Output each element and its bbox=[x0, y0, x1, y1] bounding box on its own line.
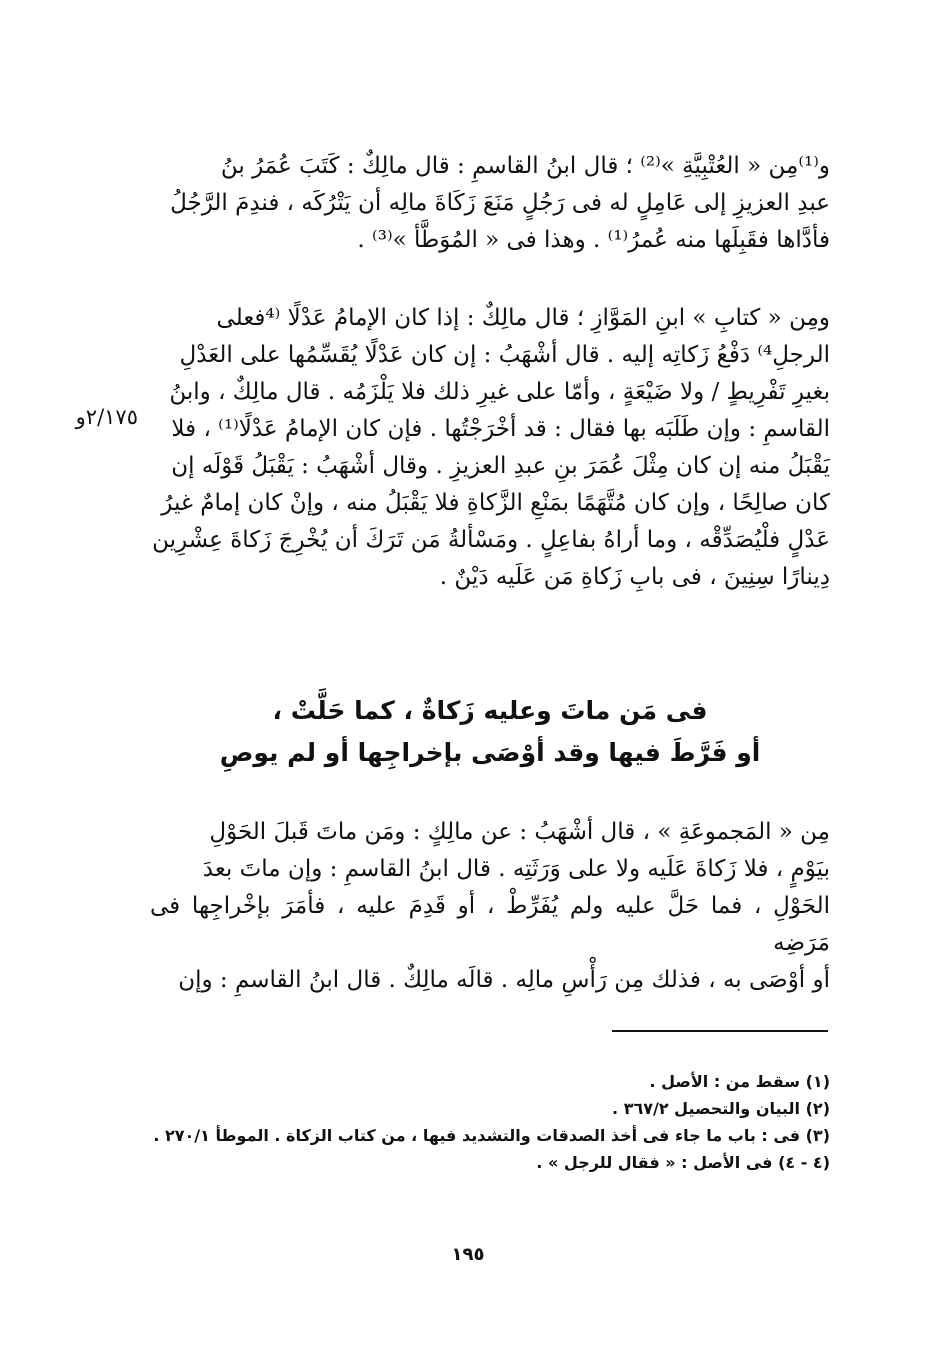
paragraph-3-line-2: بيَوْمٍ ، فلا زَكاةَ عَلَيه ولا على وَرَثَتِه . قال ابنُ القاسمِ : وإن ماتَ بعدَ bbox=[202, 856, 830, 882]
paragraph-1 bbox=[150, 148, 830, 259]
footnote-divider bbox=[612, 1030, 828, 1032]
footnotes bbox=[150, 1068, 830, 1176]
paragraph-2-line-4: القاسمِ : وإن طَلَبَه بها فقال : قد أخْرَجْتُها . فإن كان الإمامُ عَدْلًا⁽¹⁾ ، فلا bbox=[171, 416, 830, 442]
paragraph-2-line-8: دِينارًا سِنِينَ ، فى بابِ زَكاةِ مَن عَلَيه دَيْنٌ . bbox=[439, 564, 830, 590]
footnote-3: (٣) فى : باب ما جاء فى أخذ الصدقات والتشديد فيها ، من كتاب الزكاة . الموطأ ٢٧٠/١ . bbox=[153, 1126, 830, 1145]
paragraph-2-line-5: يَقْبَلُ منه إن كان مِثْلَ عُمَرَ بنِ عبدِ العزيزِ . وقال أشْهَبُ : يَقْبَلُ قَوْلَه إن bbox=[171, 453, 830, 479]
paragraph-3 bbox=[150, 814, 830, 999]
page-number: ١٩٥ bbox=[451, 1244, 485, 1265]
paragraph-1-line-2: عبدِ العزيزِ إلى عَامِلٍ له فى رَجُلٍ مَنَعَ زَكَاةَ مالِه أن يَتْرُكَه ، فندِمَ الرَّجُلُ bbox=[170, 190, 830, 216]
paragraph-1-line-1: و⁽¹⁾مِن « العُتْبِيَّةِ »⁽²⁾ ؛ قال ابنُ القاسمِ : قال مالِكٌ : كَتَبَ عُمَرُ بنُ bbox=[220, 153, 830, 179]
paragraph-1-line-3: فأدَّاها فقَبِلَها منه عُمرُ⁽¹⁾ . وهذا فى « المُوَطَّأ »⁽³⁾ . bbox=[357, 227, 830, 253]
paragraph-2-line-7: عَدْلٍ فلْيُصَدِّقْه ، وما أراهُ بفاعِلٍ . ومَسْألةُ مَن تَرَكَ أن يُخْرِجَ زَكاةَ عِشْرِين bbox=[152, 527, 830, 553]
section-heading-line-1: فى مَن ماتَ وعليه زَكاةٌ ، كما حَلَّتْ ، bbox=[272, 696, 708, 725]
manuscript-folio-note: ٢/١٧٥و bbox=[75, 405, 138, 429]
paragraph-2-line-6: كان صالِحًا ، وإن كان مُتَّهَمًا بمَنْعِ الزَّكاةِ فلا يَقْبَلُ منه ، وإنْ كان إمامٌ غيرُ bbox=[161, 490, 830, 516]
footnote-1: (١) سقط من : الأصل . bbox=[649, 1072, 830, 1091]
paragraph-3-line-3: الحَوْلِ ، فما حَلَّ عليه ولم يُفَرِّطْ ، أو قَدِمَ عليه ، فأمَرَ بإخْراجِها فى مَرَضِه bbox=[150, 893, 830, 956]
paragraph-2 bbox=[150, 300, 830, 596]
paragraph-2-line-3: بغيرِ تَفْرِيطٍ / ولا ضَيْعَةٍ ، وأمّا على غيرِ ذلك فلا يَلْزَمُه . قال مالِكٌ ، وابنُ bbox=[169, 379, 830, 405]
footnote-2: (٢) البيان والتحصيل ٣٦٧/٢ . bbox=[612, 1099, 830, 1118]
paragraph-2-line-1: ومِن « كتابِ » ابنِ المَوَّازِ ؛ قال مالِكٌ : إذا كان الإمامُ عَدْلًا ⁽⁴فعلى bbox=[216, 305, 830, 331]
section-heading bbox=[150, 690, 830, 774]
paragraph-2-line-2: الرجلِ⁴⁾ دَفْعُ زَكاتِه إليه . قال أشْهَبُ : إن كان عَدْلًا يُقَسِّمُها على العَدْلِ bbox=[179, 342, 830, 368]
paragraph-3-line-4: أو أوْصَى به ، فذلك مِن رَأْسِ مالِه . قالَه مالِكٌ . قال ابنُ القاسمِ : وإن bbox=[178, 967, 830, 993]
footnote-4: (٤ - ٤) فى الأصل : « فقال للرجل » . bbox=[536, 1153, 830, 1172]
section-heading-line-2: أو فَرَّطَ فيها وقد أوْصَى بإخراجِها أو لم يوصِ bbox=[219, 738, 761, 767]
paragraph-3-line-1: مِن « المَجموعَةِ » ، قال أشْهَبُ : عن مالِكٍ : ومَن ماتَ قَبلَ الحَوْلِ bbox=[209, 819, 830, 845]
